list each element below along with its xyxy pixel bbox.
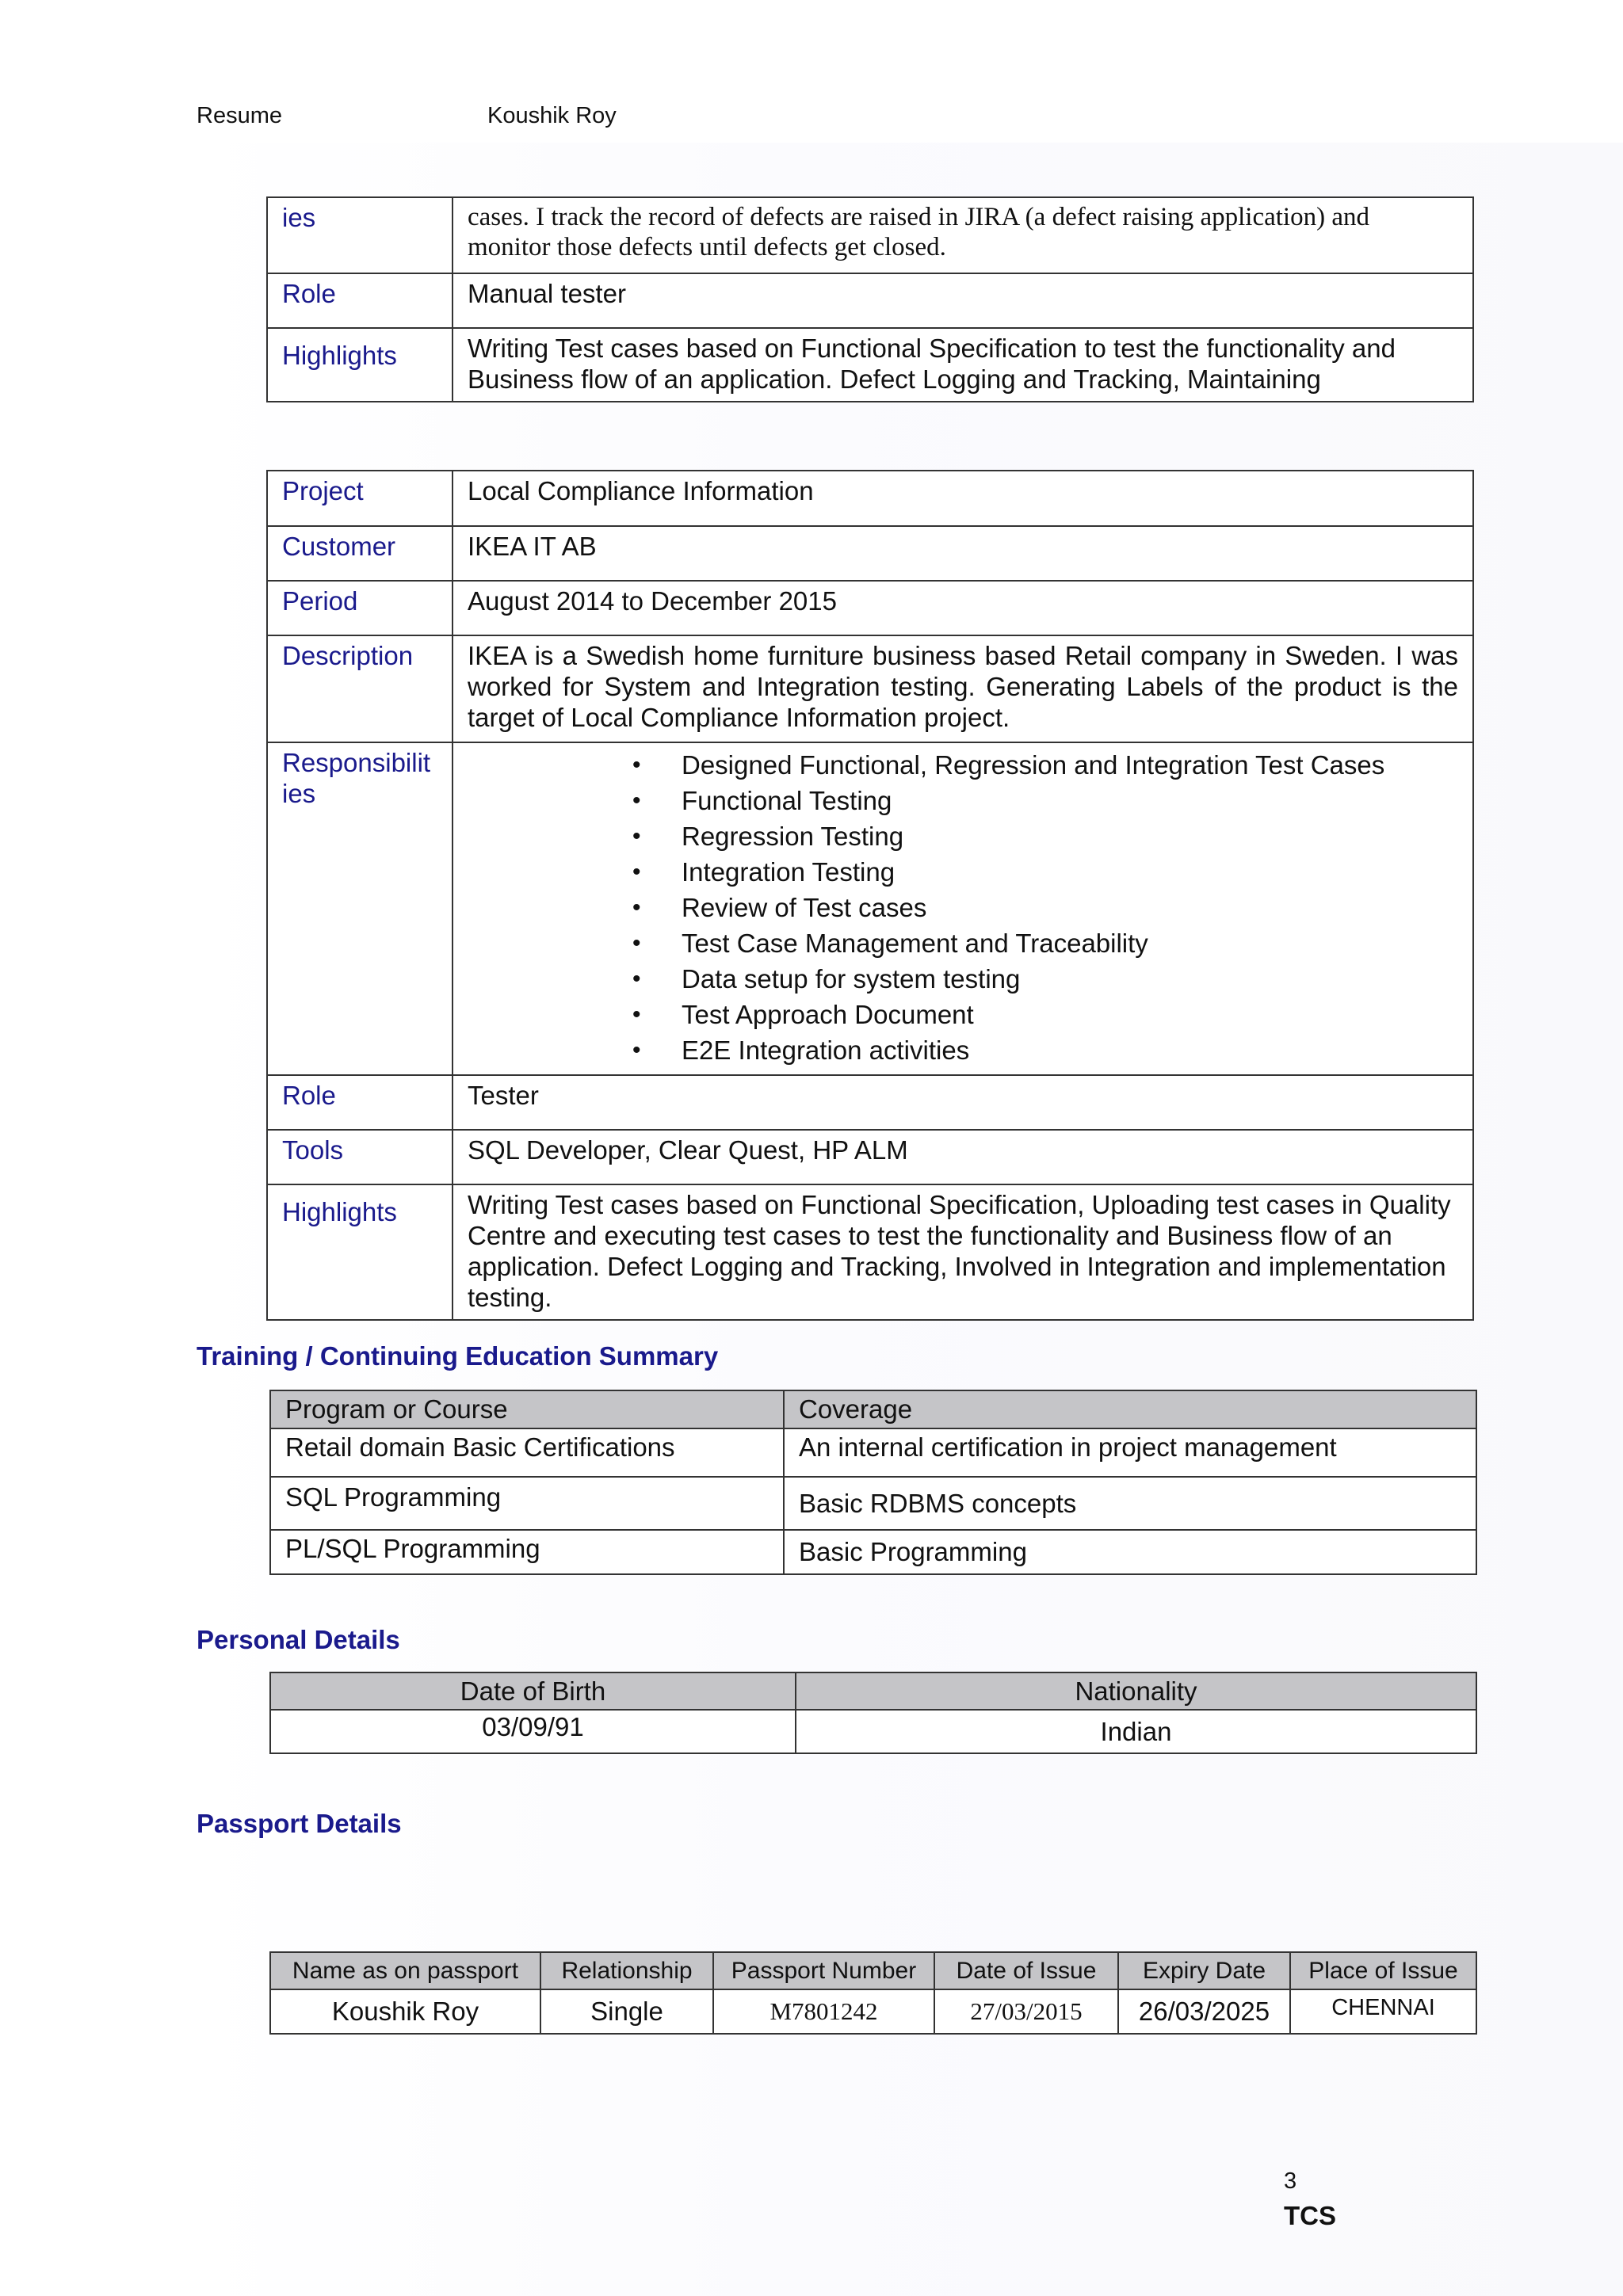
table-row [270, 1530, 1476, 1574]
highlights-value: Writing Test cases based on Functional Specification, Uploading test cases in Quality Centre and executing test cases to test the functionality and Business flow of an application. Defect Logging and Tracking, Involved in Integration and implementation testing. [453, 1184, 1473, 1320]
tools-label: Tools [267, 1130, 453, 1184]
training-table [269, 1390, 1477, 1575]
responsibilities-value [453, 742, 1473, 1075]
table-row [267, 328, 1473, 402]
list-item: • E2E Integration activities [682, 1032, 1458, 1068]
training-program-cell: SQL Programming [270, 1477, 784, 1530]
highlights-label: Highlights [267, 1184, 453, 1320]
table-row [267, 526, 1473, 581]
passport-name-header: Name as on passport [270, 1952, 540, 1989]
period-label: Period [267, 581, 453, 635]
table-header-row [270, 1672, 1476, 1710]
list-item: • Integration Testing [682, 854, 1458, 890]
table-row [270, 1428, 1476, 1477]
table-row [267, 197, 1473, 273]
prev-responsibilities-label: ies [267, 197, 453, 273]
dob-header: Date of Birth [270, 1672, 796, 1710]
dob-value: 03/09/91 [270, 1710, 796, 1753]
table-row [267, 742, 1473, 1075]
responsibilities-list [468, 747, 1458, 1068]
passport-expiry-value: 26/03/2025 [1118, 1989, 1290, 2034]
table-row [267, 1075, 1473, 1130]
role-label: Role [267, 1075, 453, 1130]
training-header-program: Program or Course [270, 1390, 784, 1428]
table-row [270, 1477, 1476, 1530]
responsibilities-label: Responsibilit ies [267, 742, 453, 1075]
header-name: Koushik Roy [487, 103, 617, 128]
personal-details-table [269, 1672, 1477, 1754]
tools-value: SQL Developer, Clear Quest, HP ALM [453, 1130, 1473, 1184]
table-row [267, 471, 1473, 526]
passport-number-value: M7801242 [713, 1989, 934, 2034]
previous-project-table [266, 196, 1474, 402]
passport-issue-date-header: Date of Issue [934, 1952, 1118, 1989]
passport-place-header: Place of Issue [1290, 1952, 1476, 1989]
prev-role-label: Role [267, 273, 453, 328]
list-item: • Review of Test cases [682, 890, 1458, 925]
list-item: • Regression Testing [682, 818, 1458, 854]
role-value: Tester [453, 1075, 1473, 1130]
description-label: Description [267, 635, 453, 742]
header-resume: Resume [197, 103, 282, 128]
page-number: 3 [1284, 2168, 1297, 2194]
passport-relationship-value: Single [540, 1989, 713, 2034]
list-item: • Test Case Management and Traceability [682, 925, 1458, 961]
nationality-header: Nationality [796, 1672, 1476, 1710]
table-header-row [270, 1390, 1476, 1428]
training-program-cell: Retail domain Basic Certifications [270, 1428, 784, 1477]
prev-role-value: Manual tester [453, 273, 1473, 328]
list-item: • Data setup for system testing [682, 961, 1458, 997]
table-row [267, 581, 1473, 635]
table-row [267, 1184, 1473, 1320]
training-coverage-cell: Basic RDBMS concepts [784, 1477, 1476, 1530]
nationality-value: Indian [796, 1710, 1476, 1753]
passport-details-table [269, 1951, 1477, 2035]
prev-highlights-label: Highlights [267, 328, 453, 402]
passport-relationship-header: Relationship [540, 1952, 713, 1989]
prev-responsibilities-value: cases. I track the record of defects are raised in JIRA (a defect raising application) and monitor those defects until defects get closed. [453, 197, 1473, 273]
training-program-cell: PL/SQL Programming [270, 1530, 784, 1574]
project-table [266, 470, 1474, 1321]
training-section-title: Training / Continuing Education Summary [197, 1341, 719, 1371]
list-item: • Designed Functional, Regression and Integration Test Cases [682, 747, 1458, 783]
training-header-coverage: Coverage [784, 1390, 1476, 1428]
passport-number-header: Passport Number [713, 1952, 934, 1989]
table-header-row [270, 1952, 1476, 1989]
personal-section-title: Personal Details [197, 1625, 400, 1654]
customer-value: IKEA IT AB [453, 526, 1473, 581]
passport-section-title: Passport Details [197, 1809, 402, 1838]
project-label: Project [267, 471, 453, 526]
passport-expiry-header: Expiry Date [1118, 1952, 1290, 1989]
table-row [267, 635, 1473, 742]
table-row [267, 1130, 1473, 1184]
passport-name-value: Koushik Roy [270, 1989, 540, 2034]
company-footer: TCS [1284, 2201, 1336, 2230]
table-row [267, 273, 1473, 328]
table-row [270, 1989, 1476, 2034]
passport-issue-date-value: 27/03/2015 [934, 1989, 1118, 2034]
table-row [270, 1710, 1476, 1753]
prev-highlights-value: Writing Test cases based on Functional Specification to test the functionality and Business flow of an application. Defect Logging and Tracking, Maintaining [453, 328, 1473, 402]
customer-label: Customer [267, 526, 453, 581]
list-item: • Functional Testing [682, 783, 1458, 818]
list-item: • Test Approach Document [682, 997, 1458, 1032]
passport-place-value: CHENNAI [1290, 1989, 1476, 2034]
period-value: August 2014 to December 2015 [453, 581, 1473, 635]
description-value: IKEA is a Swedish home furniture business based Retail company in Sweden. I was worked for System and Integration testing. Generating Labels of the product is the target of Local Compliance Information project. [453, 635, 1473, 742]
project-value: Local Compliance Information [453, 471, 1473, 526]
training-coverage-cell: An internal certification in project management [784, 1428, 1476, 1477]
training-coverage-cell: Basic Programming [784, 1530, 1476, 1574]
